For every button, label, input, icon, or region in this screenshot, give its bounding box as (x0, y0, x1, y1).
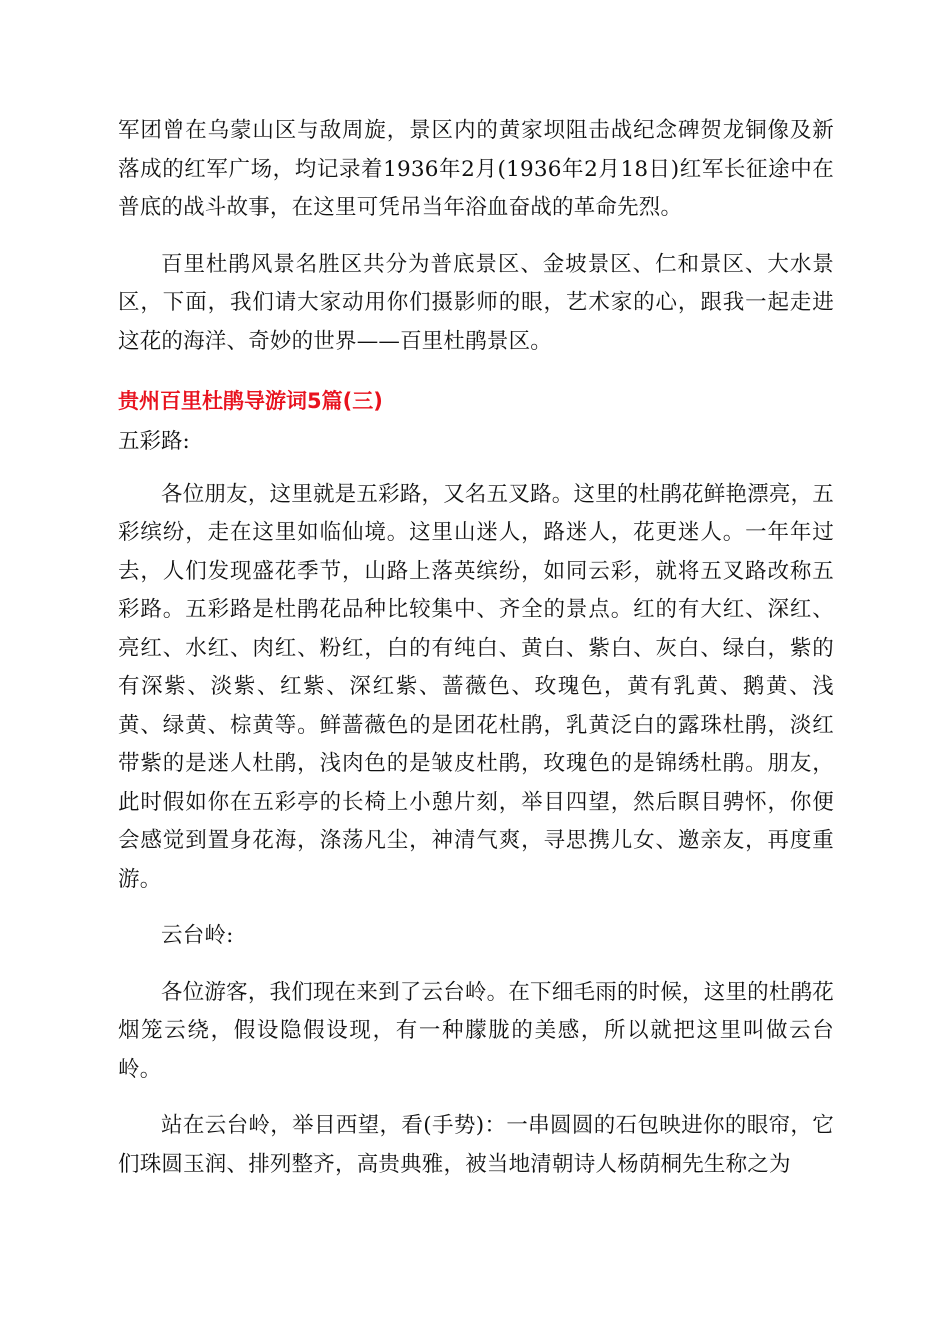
paragraph-red-army-history: 军团曾在乌蒙山区与敌周旋，景区内的黄家坝阻击战纪念碑贺龙铜像及新落成的红军广场，均记录着1936年2月(1936年2月18日)红军长征途中在普底的战斗故事，在这里可凭吊当年浴血奋战的革命先烈。 (118, 118, 834, 220)
paragraph-wucai-road: 各位朋友，这里就是五彩路，又名五叉路。这里的杜鹃花鲜艳漂亮，五彩缤纷，走在这里如临仙境。这里山迷人，路迷人，花更迷人。一年年过去，人们发现盛花季节，山路上落英缤纷，如同云彩，就将五叉路改称五彩路。五彩路是杜鹃花品种比较集中、齐全的景点。红的有大红、深红、亮红、水红、肉红、粉红，白的有纯白、黄白、紫白、灰白、绿白，紫的有深紫、淡紫、红紫、深红紫、蔷薇色、玫瑰色，黄有乳黄、鹅黄、浅黄、绿黄、棕黄等。鲜蔷薇色的是团花杜鹃，乳黄泛白的露珠杜鹃，淡红带紫的是迷人杜鹃，浅肉色的是皱皮杜鹃，玫瑰色的是锦绣杜鹃。朋友，此时假如你在五彩亭的长椅上小憩片刻，举目四望，然后瞑目骋怀，你便会感觉到置身花海，涤荡凡尘，神清气爽，寻思携儿女、邀亲友，再度重游。 (118, 481, 834, 892)
subsection-label-wucai-road: 五彩路: (118, 429, 190, 454)
section-heading: 贵州百里杜鹃导游词5篇(三) (118, 389, 383, 413)
paragraph-yuntai-ridge-2: 站在云台岭，举目西望，看(手势)：一串圆圆的石包映进你的眼帘，它们珠圆玉润、排列整齐，高贵典雅，被当地清朝诗人杨荫桐先生称之为 (118, 1113, 834, 1177)
paragraph-scenic-areas-intro: 百里杜鹃风景名胜区共分为普底景区、金坡景区、仁和景区、大水景区，下面，我们请大家动用你们摄影师的眼，艺术家的心，跟我一起走进这花的海洋、奇妙的世界——百里杜鹃景区。 (118, 251, 834, 354)
document-body (118, 112, 834, 1184)
subsection-label-yuntai-ridge: 云台岭: (161, 923, 234, 948)
paragraph-yuntai-ridge-1: 各位游客，我们现在来到了云台岭。在下细毛雨的时候，这里的杜鹃花烟笼云绕，假设隐假设现，有一种朦胧的美感，所以就把这里叫做云台岭。 (118, 979, 834, 1082)
